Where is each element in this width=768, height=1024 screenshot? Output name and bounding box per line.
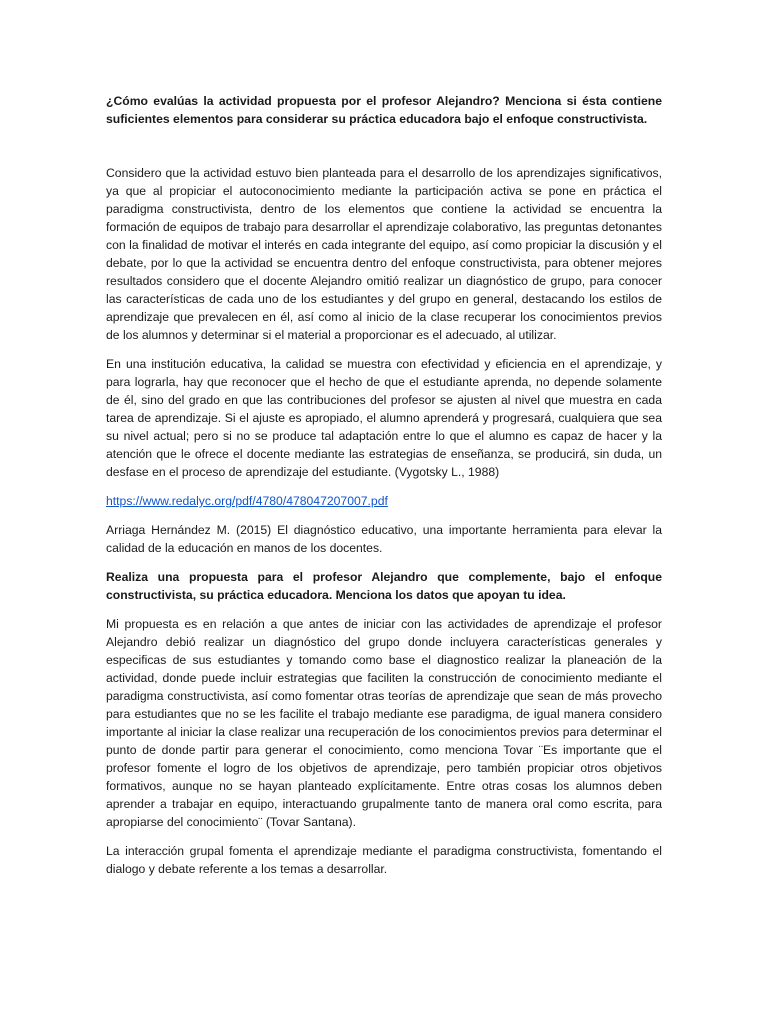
question-2-heading: Realiza una propuesta para el profesor Alejandro que complemente, bajo el enfoque constructivista, su práctica educadora. Menciona los datos que apoyan tu idea. bbox=[106, 570, 662, 602]
answer-2-paragraph-2: La interacción grupal fomenta el aprendizaje mediante el paradigma constructivista, fomentando el dialogo y debate referente a los temas a desarrollar. bbox=[106, 844, 662, 876]
question-1-heading: ¿Cómo evalúas la actividad propuesta por el profesor Alejandro? Menciona si ésta contiene suficientes elementos para considerar su práctica educadora bajo el enfoque constructivista. bbox=[106, 94, 662, 126]
answer-1-paragraph-1: Considero que la actividad estuvo bien planteada para el desarrollo de los aprendizajes significativos, ya que al propiciar el autoconocimiento mediante la participación activa se pone en práctica el paradigma constructivista, dentro de los elementos que contiene la actividad se encuentra la formación de equipos de trabajo para desarrollar el aprendizaje colaborativo, las preguntas detonantes con la finalidad de motivar el interés en cada integrante del equipo, así como propiciar la discusión y el debate, por lo que la actividad se encuentra dentro del enfoque constructivista, para obtener mejores resultados considero que el docente Alejandro omitió realizar un diagnóstico de grupo, para conocer las características de cada uno de los estudiantes y del grupo en general, destacando los estilos de aprendizaje que prevalecen en él, así como al inicio de la clase recuperar los conocimientos previos de los alumnos y determinar si el material a proporcionar es el adecuado, al utilizar. bbox=[106, 166, 662, 342]
answer-2-paragraph-1: Mi propuesta es en relación a que antes de iniciar con las actividades de aprendizaje el profesor Alejandro debió realizar un diagnóstico del grupo donde incluyera características generales y especificas de sus estudiantes y tomando como base el diagnostico realizar la planeación de la actividad, donde puede incluir estrategias que faciliten la construcción de conocimiento mediante el paradigma constructivista, así como fomentar otras teorías de aprendizaje que sean de más provecho para estudiantes que no se les facilite el trabajo mediante ese paradigma, de igual manera considero importante al iniciar la clase realizar una recuperación de los conocimientos previos para determinar el punto de donde partir para generar el conocimiento, como menciona Tovar ¨Es importante que el profesor fomente el logro de los objetivos de aprendizaje, pero también propiciar otros objetivos formativos, aunque no se hayan planteado explícitamente. Entre otras cosas los alumnos deben aprender a trabajar en equipo, interactuando grupalmente tanto de manera oral como escrita, para apropiarse del conocimiento¨ (Tovar Santana). bbox=[106, 617, 662, 829]
reference-link[interactable]: https://www.redalyc.org/pdf/4780/478047207007.pdf bbox=[106, 494, 388, 508]
reference-citation: Arriaga Hernández M. (2015) El diagnóstico educativo, una importante herramienta para elevar la calidad de la educación en manos de los docentes. bbox=[106, 523, 662, 555]
document-page bbox=[106, 92, 662, 889]
answer-1-paragraph-2: En una institución educativa, la calidad se muestra con efectividad y eficiencia en el aprendizaje, y para lograrla, hay que reconocer que el hecho de que el estudiante aprenda, no depende solamente de él, sino del grado en que las contribuciones del profesor se ajusten al nivel que muestra en cada tarea de aprendizaje. Si el ajuste es apropiado, el alumno aprenderá y progresará, cualquiera que sea su nivel actual; pero si no se produce tal adaptación entre lo que el alumno es capaz de hacer y la atención que le ofrece el docente mediante las estrategias de enseñanza, se producirá, sin duda, un desfase en el proceso de aprendizaje del estudiante. (Vygotsky L., 1988) bbox=[106, 357, 662, 479]
